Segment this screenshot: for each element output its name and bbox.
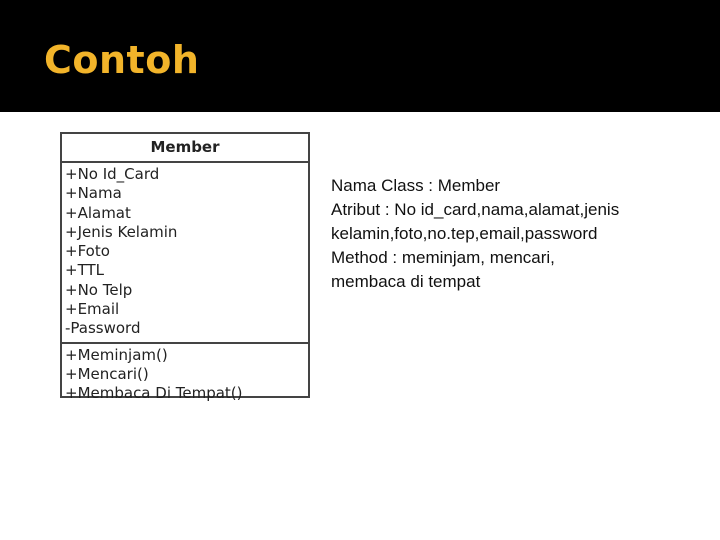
uml-attribute: +TTL [65, 261, 104, 280]
slide-title: Contoh [44, 38, 200, 82]
uml-method: +Meminjam() [65, 345, 168, 364]
uml-attribute: +No Telp [65, 280, 133, 299]
uml-attribute: +Email [65, 300, 120, 319]
uml-methods-compartment [62, 344, 308, 404]
uml-attribute: +Nama [65, 184, 122, 203]
description-line: kelamin,foto,no.tep,email,password [331, 224, 598, 243]
uml-class-name: Member [62, 134, 308, 163]
description-line: Nama Class : Member [331, 176, 501, 195]
uml-attribute: +Alamat [65, 203, 131, 222]
description-line: membaca di tempat [331, 272, 481, 291]
description-line: Atribut : No id_card,nama,alamat,jenis [331, 200, 620, 219]
uml-attribute: -Password [65, 319, 141, 338]
description-line: Method : meminjam, mencari, [331, 248, 555, 267]
uml-attribute: +No Id_Card [65, 165, 160, 183]
uml-attributes-compartment [62, 163, 308, 344]
uml-method: +Membaca Di Tempat() [65, 384, 243, 403]
slide-header [0, 0, 720, 112]
uml-attribute: +Jenis Kelamin [65, 222, 178, 241]
class-description [331, 174, 701, 294]
uml-attribute: +Foto [65, 242, 110, 261]
uml-class-diagram [60, 132, 310, 403]
uml-method: +Mencari() [65, 364, 149, 383]
